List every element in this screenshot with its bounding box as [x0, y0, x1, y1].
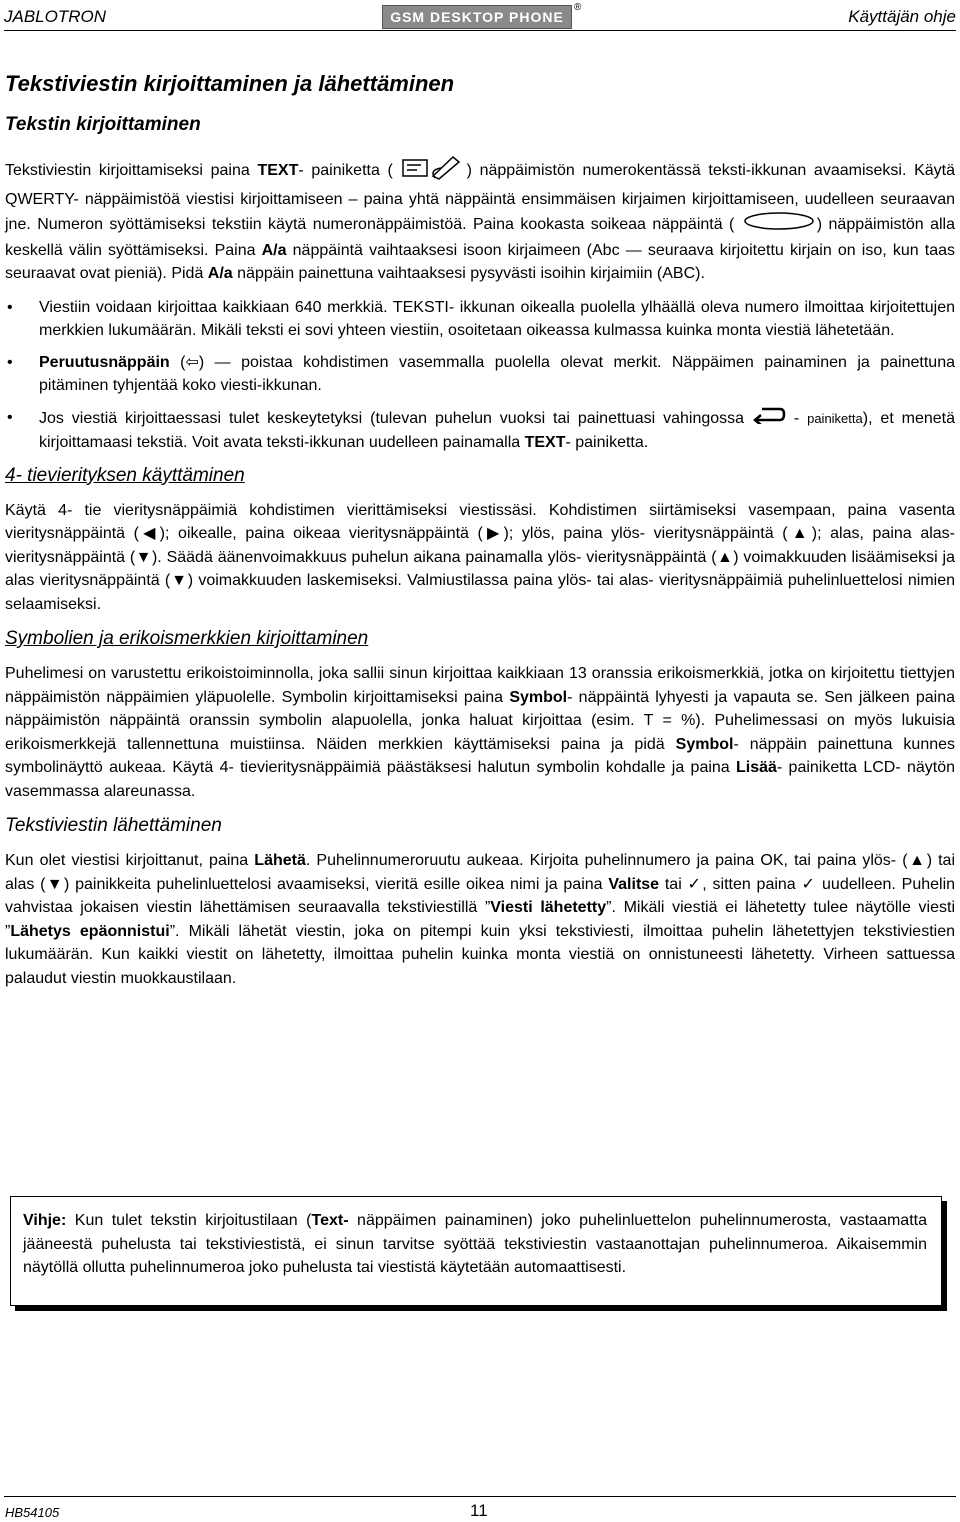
back-arrow-icon — [752, 406, 786, 432]
brand-name: JABLOTRON — [4, 7, 107, 26]
paragraph-scrolling: Käytä 4- tie vieritysnäppäimiä kohdistimen vierittämiseksi viestissäsi. Kohdistimen siirtämiseksi vasempaan, paina vasenta vieritysnäppäintä (◀); oikealle, paina oikeaa vieritysnäppäintä (▶); ylös, paina ylös- vieritysnäppäintä (▲); alas, paina alas- vieritysnäppäintä (▼). Säädä äänenvoimakkuus puhelun aikana painamalla ylös- vieritysnäppäintä (▲) voimakkuuden lisäämiseksi ja alas vieritysnäppäintä (▼) voimakkuuden laskemiseksi. Valmiustilassa paina ylös- tai alas- vieritysnäppäimiä puhelinluettelosi nimien selaamiseksi. — [5, 501, 956, 613]
hint-box — [10, 1196, 942, 1306]
triangle-down-icon: ▼ — [135, 548, 152, 566]
triangle-left-icon: ◀ — [139, 525, 160, 542]
section-heading-symbols: Symbolien ja erikoismerkkien kirjoittaminen — [5, 628, 369, 649]
document-type: Käyttäjän ohje — [848, 7, 956, 26]
document-code: HB54105 — [5, 1505, 60, 1520]
checkmark-icon: ✓ — [687, 875, 703, 893]
page-header — [4, 4, 956, 30]
triangle-up-icon: ▲ — [787, 525, 812, 542]
hint-label: Vihje: — [23, 1212, 67, 1229]
page-number: 11 — [470, 1501, 488, 1520]
arrow-left-icon: ⇦ — [185, 353, 199, 371]
hint-text: Vihje: Kun tulet tekstin kirjoitustilaan (Text- näppäimen painaminen) joko puhelinluettelon puhelinnumerosta, vastaamatta jääneestä puhelusta tai tekstiviestistä, ei sinun tarvitse syöttää tekstiviestin vastaanottajan puhelinnumeroa. Aikaisemmin näytöllä ollutta puhelinnumeroa joko puhelusta tai viestistä käytetään automaattisesti. — [23, 1212, 927, 1276]
space-key-icon — [741, 211, 817, 239]
tips-list — [5, 296, 955, 455]
list-item: • Viestiin voidaan kirjoittaa kaikkiaan 640 merkkiä. TEKSTI- ikkunan oikealla puolella ylhäällä oleva numero ilmoittaa kirjoitettujen merkkien lukumäärän. Mikäli teksti ei sovi yhteen viestiin, osoitetaan oikeassa kulmassa kuinka monta viestiä lähetetään. — [5, 296, 955, 343]
triangle-up-icon: ▲ — [907, 852, 927, 869]
checkmark-icon: ✓ — [801, 875, 817, 893]
paragraph-text-writing: Tekstiviestin kirjoittamiseksi paina TEXT- painiketta ( ) näppäimistön numerokentässä teksti-ikkunan avaamiseksi. Käytä QWERTY- näppäimistöä viestisi kirjoittamiseen – paina yhtä näppäintä ensimmäisen kirjaimen kirjoittamiseen, uudelleen seuraavan jne. Numeron syöttämiseksi tekstiin käytä numeronäppäimistöä. Paina kookasta soikeaa näppäintä ( ) näppäimistön alla keskellä välin syöttämiseksi. Paina A/a näppäintä vaihtaaksesi isoon kirjaimeen (Abc — seuraava kirjoitettu kirjain on iso, kun taas seuraavat ovat pieniä). Pidä A/a näppäin painettuna vaihtaaksesi pysyvästi isoihin kirjaimiin (ABC). — [5, 154, 955, 286]
text-key-icon — [401, 154, 467, 188]
section-heading-scrolling: 4- tievierityksen käyttäminen — [5, 464, 245, 486]
paragraph-sending: Kun olet viestisi kirjoittanut, paina Lähetä. Puhelinnumeroruutu aukeaa. Kirjoita puhelinnumero ja paina OK, tai paina ylös- (▲) tai alas (▼) painikkeita puhelinluettelosi avaamiseksi, vieritä esille oikea nimi ja paina Valitse tai ✓, sitten paina ✓ uudelleen. Puhelin vahvistaa jokaisen viestin lähettämisen seuraavalla tekstiviestillä ”Viesti lähetetty”. Mikäli viestiä ei lähetetty tulee näytölle viesti ”Lähetys epäonnistui”. Mikäli lähetät viestin, joka on pitempi kuin yksi tekstiviesti, ilmoittaa puhelin lähetettyjen tekstiviestien lukumäärän. Kun kaikki viestit on lähetetty, ilmoittaa puhelin kuinka monta viestiä on onnistuneesti lähetetty. Virheen sattuessa palaudut viestin muokkaustilaan. — [5, 852, 956, 987]
section-heading-text-writing: Tekstin kirjoittaminen — [5, 114, 201, 135]
header-divider — [4, 30, 956, 31]
section-heading-sending: Tekstiviestin lähettäminen — [5, 815, 222, 836]
page-title: Tekstiviestin kirjoittaminen ja lähettäminen — [5, 71, 455, 96]
list-item: • Peruutusnäppäin (⇦) — poistaa kohdistimen vasemmalla puolella olevat merkit. Näppäimen painaminen ja painettuna pitäminen tyhjentää koko viesti-ikkunan. — [5, 351, 955, 398]
triangle-up-icon: ▲ — [716, 548, 734, 566]
list-item: • Jos viestiä kirjoittaessasi tulet keskeytetyksi (tulevan puhelun vuoksi tai painettuasi vahingossa - painiketta), et menetä kirjoittamaasi tekstiä. Voit avata teksti-ikkunan uudelleen painamalla TEXT- painiketta. — [5, 406, 955, 455]
triangle-down-icon: ▼ — [45, 875, 64, 893]
triangle-down-icon: ▼ — [170, 572, 188, 589]
product-logo: GSM DESKTOP PHONE — [382, 5, 572, 29]
footer-divider — [4, 1496, 956, 1497]
paragraph-symbols: Puhelimesi on varustettu erikoistoiminnolla, joka sallii sinun kirjoittaa kaikkiaan 13 oranssia erikoismerkkiä, jotka on kirjoitettu tiettyjen näppäimistön näppäimien yläpuolelle. Symbolin kirjoittamiseksi paina Symbol- näppäintä lyhyesti ja vapauta se. Sen jälkeen paina näppäimistön näppäintä oranssin symbolin alapuolella, jonka haluat kirjoittaa (esim. T = %). Puhelimessasi on myös lukuisia erikoismerkkejä tallennettuna muistiinsa. Näiden merkkien käyttämiseksi paina ja pidä Symbol- näppäin painettuna kunnes symbolinäyttö aukeaa. Käytä 4- tievieritysnäppäimiä päästäksesi halutun symbolin kohdalle ja paina Lisää- painiketta LCD- näytön vasemmassa alareunassa. — [5, 665, 956, 800]
triangle-right-icon: ▶ — [482, 525, 504, 542]
registered-mark: ® — [574, 2, 582, 13]
page-content — [5, 68, 955, 1000]
